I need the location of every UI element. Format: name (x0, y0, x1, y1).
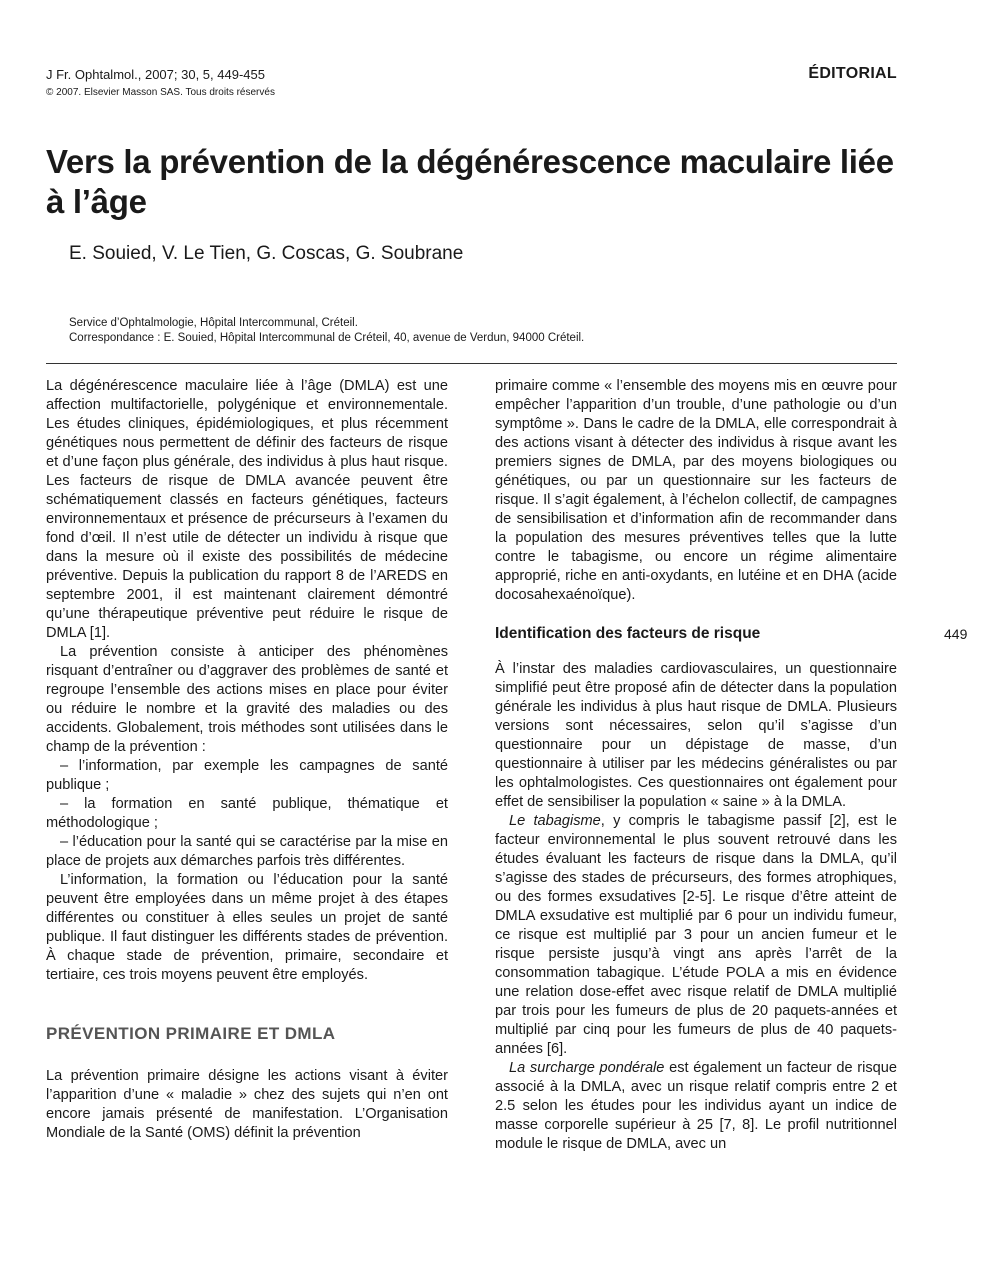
list-item: – l’éducation pour la santé qui se caractérise par la mise en place de projets aux démarches parfois très différentes. (46, 834, 448, 869)
right-column (495, 377, 897, 1154)
affiliation-block (69, 316, 584, 346)
paragraph-text: est également un facteur de risque associé à la DMLA, avec un risque relatif compris entre 2 et 2.5 selon les études pour les individus ayant un indice de masse corporelle supérieur à 25 [7, 8]. Le profil nutritionnel module le risque de DMLA, avec un (495, 1060, 897, 1152)
paragraph: À l’instar des maladies cardiovasculaires, un questionnaire simplifié peut être proposé afin de détecter dans la population générale les individus à plus haut risque de DMLA. Plusieurs versions sont nécessaires, selon qu’il s’agisse d’un questionnaire pour un dépistage de masse, d’un questionnaire à utiliser par les médecins généralistes ou par les ophtalmologistes. Ces questionnaires ont également pour effet de sensibiliser la population « saine » à la DMLA. (495, 661, 897, 810)
paragraph: L’information, la formation ou l’éducation pour la santé peuvent être employées dans un même projet à des étapes différentes ou constituer à elles seules un projet de santé publique. Il faut distinguer les différents stades de prévention. À chaque stade de prévention, primaire, secondaire et tertiaire, ces trois moyens peuvent être employés. (46, 872, 448, 983)
paragraph: La dégénérescence maculaire liée à l’âge (DMLA) est une affection multifactorielle, polygénique et environnementale. Les études cliniques, épidémiologiques, et plus récemment génétiques nous permettent de définir des facteurs de risque et d’une façon plus générale, des individus à plus haut risque. Les facteurs de risque de DMLA avancée peuvent être schématiquement classés en facteurs génétiques, facteurs environnementaux et présence de précurseurs à l’examen du fond d’œil. Il n’est utile de détecter un individu à risque que dans la mesure où il existe des possibilités de médecine préventive. Depuis la publication du rapport 8 de l’AREDS en septembre 2001, il est maintenant clairement démontré qu’une thérapeutique préventive peut réduire le risque de DMLA [1]. (46, 378, 448, 641)
list-item: – l’information, par exemple les campagnes de santé publique ; (46, 758, 448, 793)
author-list: E. Souied, V. Le Tien, G. Coscas, G. Soubrane (69, 243, 464, 264)
subsection-heading: Identification des facteurs de risque (495, 625, 761, 642)
paragraph: La prévention consiste à anticiper des phénomènes risquant d’entraîner ou d’aggraver des problèmes de santé et regroupe l’ensemble des actions mises en place pour éviter ou réduire le nombre et la gravité des maladies ou des accidents. Globalement, trois méthodes sont utilisées dans le champ de la prévention : (46, 644, 448, 755)
affiliation: Service d’Ophtalmologie, Hôpital Intercommunal, Créteil. (69, 317, 358, 329)
left-column (46, 377, 448, 1143)
paragraph (495, 1059, 897, 1154)
emphasis: La surcharge pondérale (509, 1060, 665, 1076)
paragraph: primaire comme « l’ensemble des moyens mis en œuvre pour empêcher l’apparition d’un trouble, d’une pathologie ou d’un symptôme ». Dans le cadre de la DMLA, elle correspondrait à des actions visant à détecter des individus à risque avant les premiers signes de DMLA, par des moyens biologiques ou génétiques, ou par un questionnaire sur les facteurs de risque. Il s’agit également, à l’échelon collectif, de campagnes de sensibilisation et d’information afin de recommander dans la population des mesures préventives telles que la lutte contre le tabagisme, ou encore un régime alimentaire approprié, riche en anti-oxydants, en lutéine et en DHA (acide docosahexaénoïque). (495, 378, 897, 603)
header-divider (46, 363, 897, 364)
copyright-notice: © 2007. Elsevier Masson SAS. Tous droits réservés (46, 87, 275, 98)
section-heading: PRÉVENTION PRIMAIRE ET DMLA (46, 1024, 336, 1043)
list-item: – la formation en santé publique, thématique et méthodologique ; (46, 796, 448, 831)
emphasis: Le tabagisme (509, 813, 601, 829)
paragraph: La prévention primaire désigne les actions visant à éviter l’apparition d’une « maladie » chez des sujets qui n’en ont encore jamais présenté de manifestation. L’Organisation Mondiale de la Santé (OMS) définit la prévention (46, 1068, 448, 1141)
article-title: Vers la prévention de la dégénérescence maculaire liée à l’âge (46, 143, 894, 220)
journal-citation: J Fr. Ophtalmol., 2007; 30, 5, 449-455 (46, 67, 265, 82)
correspondence: Correspondance : E. Souied, Hôpital Intercommunal de Créteil, 40, avenue de Verdun, 94000 Créteil. (69, 332, 585, 344)
section-label: ÉDITORIAL (808, 65, 897, 82)
paragraph-text: , y compris le tabagisme passif [2], est le facteur environnemental le plus souvent retrouvé dans les études évaluant les facteurs de risque dans la DMLA, qu’il s’agisse des stades de précurseurs, des formes atrophiques, ou des formes exsudatives [2-5]. Le risque d’être atteint de DMLA exsudative est multiplié par 6 pour un individu fumeur, ce risque est multiplié par 3 pour un ancien fumeur et le risque persiste jusqu’à vingt ans après l’arrêt de la consommation tabagique. L’étude POLA a mis en évidence une relation dose-effet avec risque relatif de DMLA multiplié par trois pour les fumeurs de plus de 20 paquets-années et multiplié par cinq pour les fumeurs de plus de 40 paquets-années [6]. (495, 813, 897, 1057)
paragraph (495, 812, 897, 1059)
page-number: 449 (944, 626, 968, 642)
